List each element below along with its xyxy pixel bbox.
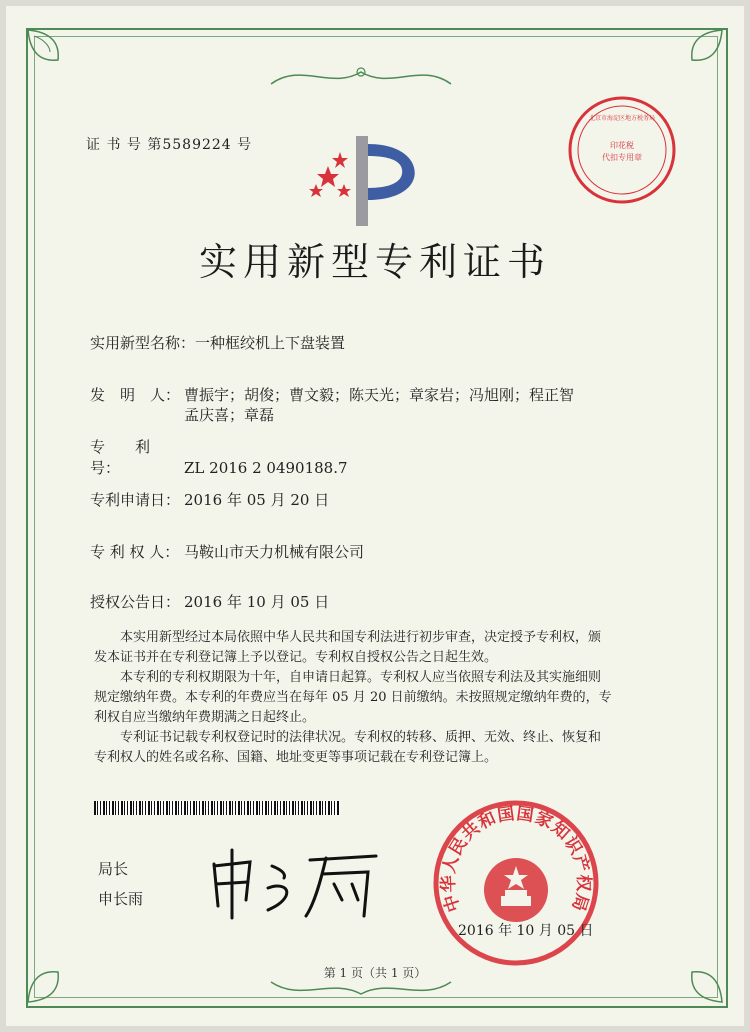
paragraph-1-line-1: 本实用新型经过本局依照中华人民共和国专利法进行初步审查，决定授予专利权，颁: [120, 630, 602, 645]
inventor-value-line2: 孟庆喜；章磊: [184, 406, 275, 424]
certificate-page: [6, 6, 744, 1026]
grant-date-value: 2016 年 10 月 05 日: [184, 593, 330, 611]
patent-number-label: 专 利 号：: [90, 438, 166, 477]
corner-ornament-icon: [20, 22, 90, 92]
paragraph-2-line-3: 利权自应当缴纳年费期满之日起终止。: [94, 710, 316, 725]
patent-number-row: [90, 436, 348, 478]
paragraph-3-line-1: 专利证书记载专利权登记时的法律状况。专利权的转移、质押、无效、终止、恢复和: [120, 730, 602, 745]
patent-number-value: ZL 2016 2 0490188.7: [184, 459, 348, 477]
paragraph-1: [94, 628, 654, 668]
grant-date-label: 授权公告日：: [90, 593, 181, 611]
director-title: 局长: [98, 860, 129, 878]
paragraph-1-line-2: 发本证书并在专利登记簿上予以登记。专利权自授权公告之日起生效。: [94, 650, 498, 665]
grant-date-row: [90, 591, 329, 612]
top-ornament-icon: [261, 62, 461, 92]
patentee-value: 马鞍山市天力机械有限公司: [184, 543, 365, 561]
national-ip-office-seal: [431, 798, 601, 968]
utility-model-name-label: 实用新型名称：: [90, 334, 196, 352]
certificate-number: 证 书 号 第5589224 号: [86, 137, 253, 153]
national-emblem-icon: [484, 858, 548, 922]
paragraph-2-line-1: 本专利的专利权期限为十年，自申请日起算。专利权人应当依照专利法及其实施细则: [120, 670, 602, 685]
patentee-label: 专 利 权 人：: [90, 543, 180, 561]
svg-text:北京市海淀区地方税务局: 北京市海淀区地方税务局: [588, 115, 656, 122]
director-name: 申长雨: [98, 890, 144, 908]
seal-large-text: 中华人民共和国国家知识产权局: [438, 803, 594, 915]
paragraph-2: [94, 668, 654, 728]
page-number: 第 1 页（共 1 页）: [323, 966, 427, 980]
tax-stamp-seal: [566, 94, 678, 206]
inventor-label: 发 明 人：: [90, 386, 181, 404]
svg-text:印花税: 印花税: [610, 141, 634, 150]
paragraph-2-line-2: 规定缴纳年费。本专利的年费应当在每年 05 月 20 日前缴纳。未按照规定缴纳年费的，专: [94, 690, 612, 705]
application-date-value: 2016 年 05 月 20 日: [184, 491, 330, 509]
paragraph-3-line-2: 专利权人的姓名或名称、国籍、地址变更等事项记载在专利登记簿上。: [94, 750, 498, 765]
bottom-ornament-icon: [261, 978, 461, 1002]
corner-ornament-icon: [660, 22, 730, 92]
utility-model-name-value: 一种框绞机上下盘装置: [195, 334, 346, 352]
application-date-label: 专利申请日：: [90, 491, 181, 509]
utility-model-name-row: [90, 332, 345, 353]
paragraph-3: [94, 728, 654, 768]
inventor-row: [90, 384, 574, 405]
director-signature-icon: [206, 844, 386, 924]
patent-office-logo-icon: [306, 126, 436, 231]
issue-date: 2016 年 10 月 05 日: [458, 923, 594, 939]
svg-text:代扣专用章: 代扣专用章: [602, 153, 642, 162]
application-date-row: [90, 489, 329, 510]
certificate-title: 实用新型专利证书: [198, 240, 551, 284]
inventor-value-line1: 曹振宇；胡俊；曹文毅；陈天光；章家岩；冯旭刚；程正智: [184, 386, 575, 404]
patentee-row: [90, 541, 364, 562]
barcode: [94, 801, 340, 815]
